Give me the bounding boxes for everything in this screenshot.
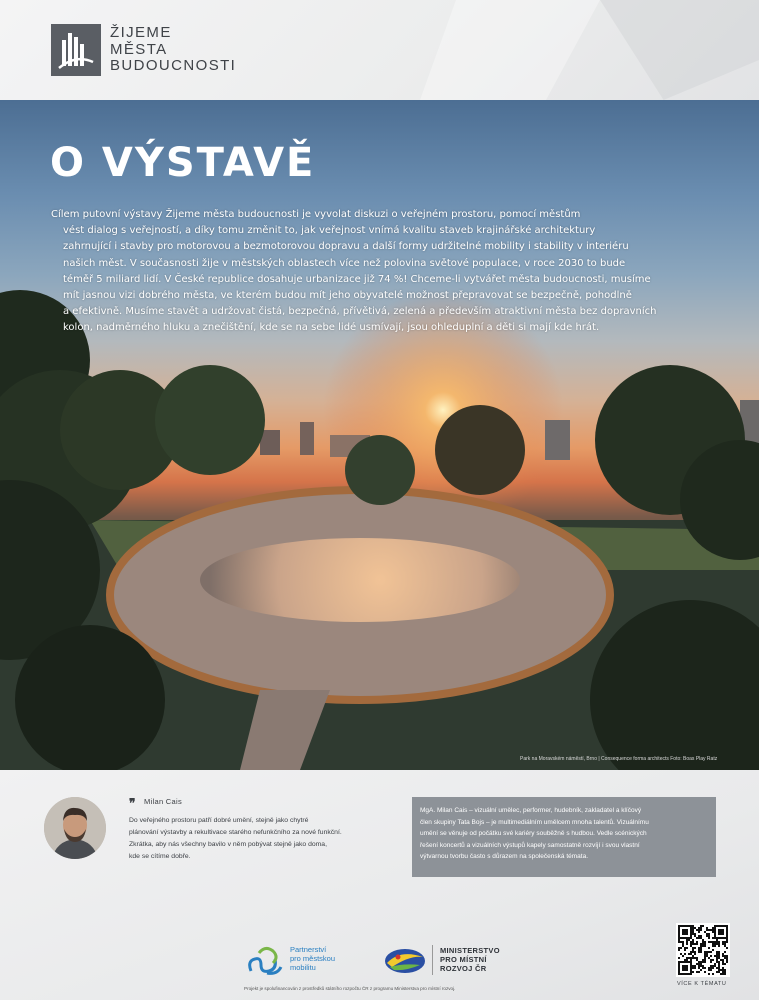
- portrait-icon: [44, 797, 106, 859]
- avatar: [44, 797, 106, 859]
- qr-label: VÍCE K TÉMATU: [677, 981, 727, 987]
- partner-line: mobilitu: [290, 963, 316, 972]
- city-skyline-icon: [51, 24, 101, 76]
- ministry-line: MINISTERSTVO: [440, 946, 500, 955]
- quote-text: [129, 815, 342, 863]
- intro-line: zahrnující i stavby pro motorovou a bezmotorovou dopravu a další formy udržitelné mobility i stability v interiéru: [63, 241, 629, 253]
- intro-line: mít jasnou vizi dobrého města, ve kterém budou mít jeho obyvatelé možnost přepravovat se bezpečně, pohodlně: [63, 290, 632, 302]
- intro-paragraph: [51, 207, 751, 337]
- bio-line: umění se věnuje od počátku své kariéry souběžně s hudbou. Vedle scénických: [420, 830, 647, 837]
- intro-line: kolon, nadměrného hluku a znečištění, kde se na sebe lidé usmívají, jsou ohleduplní a děti si mají kde hrát.: [63, 322, 600, 334]
- qr-code[interactable]: [676, 923, 730, 977]
- ministry-name: [440, 946, 500, 973]
- ministry-line: ROZVOJ ČR: [440, 964, 487, 973]
- bio-line: člen skupiny Tata Bojs – je multimediálním umělcem mnoha talentů. Vizuálnímu: [420, 818, 649, 826]
- logo-line: ŽIJEME: [110, 24, 172, 41]
- quote-mark: ❞: [129, 796, 136, 810]
- quote-line: plánování výstavby a rekultivace starého nefunkčního za nové funkční.: [129, 829, 342, 836]
- funding-note: Projekt je spolufinancován z prostředků státního rozpočtu ČR z programu Ministerstva pro místní rozvoj.: [244, 986, 456, 991]
- intro-line: Cílem putovní výstavy Žijeme města budoucnosti je vyvolat diskuzi o veřejném prostoru, pomocí městům: [51, 209, 581, 220]
- bio-line: řešení koncertů a vizuálních výstupů kapely samostatně rozvíjí i svou vlastní: [420, 841, 640, 849]
- ministry-emblem-icon: [384, 947, 426, 975]
- park-fountain-illustration: [0, 100, 759, 770]
- quote-author: Milan Cais: [144, 797, 183, 806]
- photo-caption: Park na Moravském náměstí, Brno | Consequence forma architects Foto: Boas Play Ratz: [520, 756, 718, 762]
- logo-line: BUDOUCNOSTI: [110, 57, 237, 74]
- logo-line: MĚSTA: [110, 40, 168, 58]
- intro-line: našich měst. V současnosti žije v městských oblastech více než polovina světové populace, v roce 2030 to bude: [63, 257, 626, 269]
- quote-line: Do veřejného prostoru patří dobré umění, stejně jako chytré: [129, 817, 309, 824]
- partnership-name: [290, 945, 335, 972]
- header-facet: [600, 0, 759, 100]
- header-facet: [420, 0, 600, 100]
- hero-photo: [0, 100, 759, 770]
- page-title: O VÝSTAVĚ: [50, 140, 316, 186]
- bio-line: MgA. Milan Cais – vizuální umělec, performer, hudebník, zakladatel a klíčový: [420, 807, 642, 814]
- logo-wordmark: [110, 25, 236, 75]
- logo-divider: [432, 945, 433, 975]
- partner-line: Partnerství: [290, 945, 327, 954]
- bio-line: výtvarnou tvorbu často s důrazem na společenská témata.: [420, 853, 589, 860]
- partnership-logo: [245, 943, 285, 977]
- quote-line: kde se cítíme dobře.: [129, 853, 191, 860]
- partner-line: pro městskou: [290, 954, 336, 963]
- intro-line: vést dialog s veřejností, a díky tomu změnit to, jak veřejnost vnímá kvalitu staveb krajinářské architektury: [63, 225, 596, 237]
- bio-text: [420, 805, 649, 863]
- mobility-loop-icon: [245, 943, 285, 977]
- ministry-logo: [384, 947, 426, 975]
- intro-line: téměř 5 miliard lidí. V České republice dosahuje urbanizace již 74 %! Chceme-li vytvářet města budoucnosti, musíme: [63, 273, 651, 285]
- logo-badge: [51, 24, 101, 76]
- intro-line: a efektivně. Musíme stavět a udržovat čistá, bezpečná, přívětivá, zelená a především atraktivní města bez dopravních: [63, 306, 657, 318]
- quote-line: Zkrátka, aby nás všechny bavilo v něm pobývat stejně jako doma,: [129, 841, 327, 848]
- ministry-line: PRO MÍSTNÍ: [440, 955, 487, 964]
- qr-code-icon: [676, 923, 730, 977]
